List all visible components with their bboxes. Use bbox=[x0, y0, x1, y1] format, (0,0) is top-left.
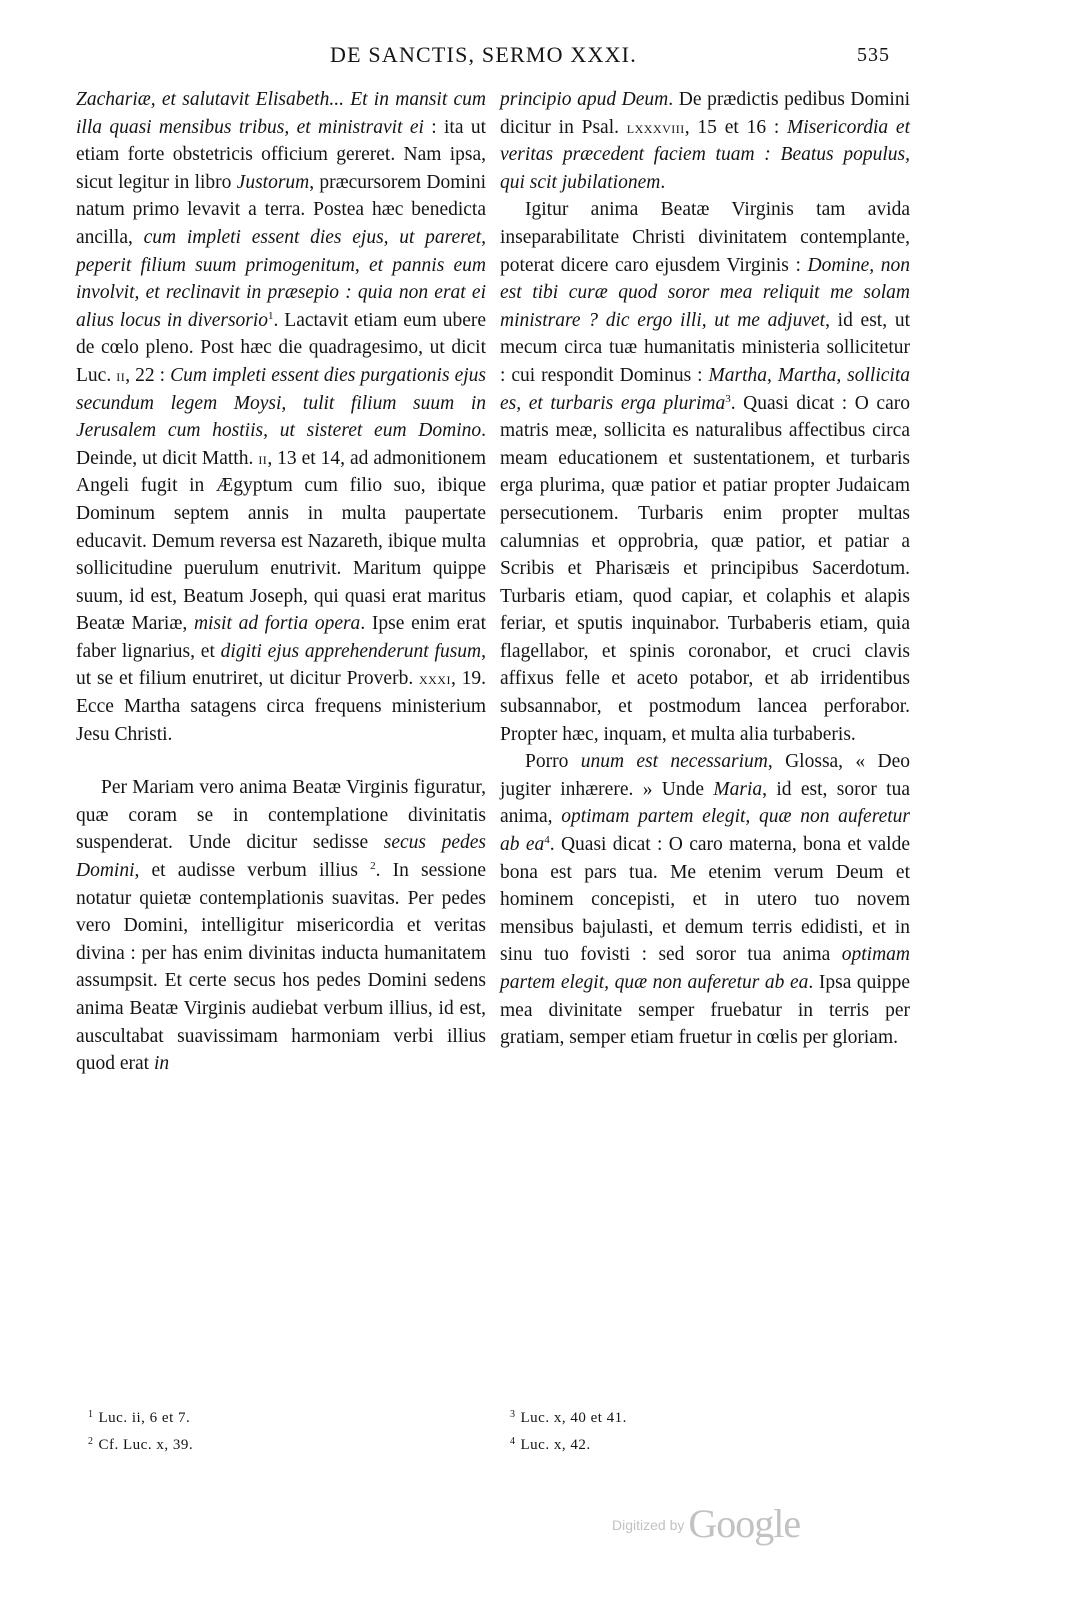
google-logo: Google bbox=[688, 1501, 801, 1546]
paragraph-continuation: principio apud Deum. De prædictis pedibus Domini dicitur in Psal. lxxxviii, 15 et 16 : Misericordia et veritas præcedent faciem tuam : Beatus populus, qui scit jubilationem. bbox=[500, 89, 910, 193]
digitized-watermark: Digitized by Google bbox=[612, 1501, 801, 1546]
footnote: $^4$ Luc. x, 42. bbox=[510, 1436, 591, 1453]
paragraph-necessary: Porro unum est necessarium, Glossa, « Deo jugiter inhærere. » Unde Maria, id est, soror tua anima, optimam partem elegit, quæ non auferetur ab $ea^4$. Quasi dicat : O caro materna, bona et valde bona est pars tua. Me etenim verum Deum et hominem concepisti, et in utero tuo novem mensibus bajulasti, et demum terris edidisti, et in sinu tuo fovisti : sed soror tua anima optimam partem elegit, quæ non auferetur ab ea. Ipsa quippe mea divinitate semper fruebatur in terris per gratiam, semper etiam fruetur in cœlis per gloriam. bbox=[500, 751, 910, 1049]
footnote-ref[interactable]: 1 bbox=[268, 309, 274, 322]
footnote-ref[interactable]: 4 bbox=[544, 834, 550, 847]
footnote: $^2$ Cf. Luc. x, 39. bbox=[88, 1436, 194, 1453]
page-number: 535 bbox=[857, 44, 890, 66]
paragraph-soul: Igitur anima Beatæ Virginis tam avida inseparabilitate Christi divinitatem contemplante, poterat dicere caro ejusdem Virginis : Domine, non est tibi curæ quod soror mea reliquit me solam ministrare ? dic ergo illi, ut me adjuvet, id est, ut mecum circa tuæ humanitatis ministeria sollicitetur : cui respondit Dominus : Martha, Martha, sollicita es, et turbaris erga plurima$^3$. Quasi dicat : O caro matris meæ, sollicita es naturalibus affectibus circa meam educationem et sustentationem, et turbaris erga plurima, quæ patior et patiar propter Judaicam persecutionem. Turbaris enim propter multas calumnias et opprobria, quæ patior, et patiar a Scribis et Pharisæis et principibus Sacerdotum. Turbaris etiam, quod capiar, et colaphis et alapis feriar, et sputis inquinabor. Turbaberis etiam, quia flagellabor, et spinis coronabor, et cruci clavis affixus felle et aceto potabor, et ab irridentibus subsannabor, et postmodum lancea perforabor. Propter hæc, inquam, et multa alia turbaberis. bbox=[500, 199, 910, 745]
footnotes-left bbox=[88, 1403, 193, 1457]
left-column bbox=[76, 86, 486, 1078]
paragraph-mary: Per Mariam vero anima Beatæ Virginis figuratur, quæ coram se in contemplatione divinitatis suspenderat. Unde dicitur sedisse secus pedes Domini, et audisse verbum illius $^2$. In sessione notatur quietæ contemplationis suavitas. Per pedes vero Domini, intelligitur misericordia et veritas divina : per has enim divinitas inducta humanitatem assumpsit. Et certe secus hos pedes Domini sedens anima Beatæ Virginis audiebat verbum illius, id est, auscultabat suavissimam harmoniam verbi illius quod erat in bbox=[76, 777, 486, 1075]
footnotes-right bbox=[510, 1403, 627, 1457]
paragraph-martha: Zachariæ, et salutavit Elisabeth... Et in mansit cum illa quasi mensibus tribus, et ministravit ei : ita ut etiam forte obstetricis officium gereret. Nam ipsa, sicut legitur in libro Justorum, præcursorem Domini natum primo levavit a terra. Postea hæc benedicta ancilla, cum impleti essent dies ejus, ut pareret, peperit filium suum primogenitum, et pannis eum involvit, et reclinavit in præsepio : quia non erat ei alius locus in diversorio$^1$. Lactavit etiam eum ubere de cœlo pleno. Post hæc die quadragesimo, ut dicit Luc. ii, 22 : Cum impleti essent dies purgationis ejus secundum legem Moysi, tulit filium suum in Jerusalem cum hostiis, ut sisteret eum Domino. Deinde, ut dicit Matth. ii, 13 et 14, ad admonitionem Angeli fugit in Ægyptum cum filio suo, ibique Dominum septem annis in multa paupertate educavit. Demum reversa est Nazareth, ibique multa sollicitudine puerulum enutrivit. Maritum quippe suum, id est, Beatum Joseph, qui quasi erat maritus Beatæ Mariæ, misit ad fortia opera. Ipse enim erat faber lignarius, et digiti ejus apprehenderunt fusum, ut se et filium enutriret, ut dicitur Proverb. xxxi, 19. Ecce Martha satagens circa frequens ministerium Jesu Christi. bbox=[76, 89, 487, 745]
running-title: DE SANCTIS, SERMO XXXI. bbox=[330, 42, 637, 67]
right-column bbox=[500, 86, 910, 1052]
footnote: $^1$ Luc. ii, 6 et 7. bbox=[88, 1409, 191, 1426]
footnote-ref[interactable]: 2 bbox=[370, 860, 376, 873]
footnote-ref[interactable]: 3 bbox=[725, 392, 731, 405]
footnote: $^3$ Luc. x, 40 et 41. bbox=[510, 1409, 627, 1426]
